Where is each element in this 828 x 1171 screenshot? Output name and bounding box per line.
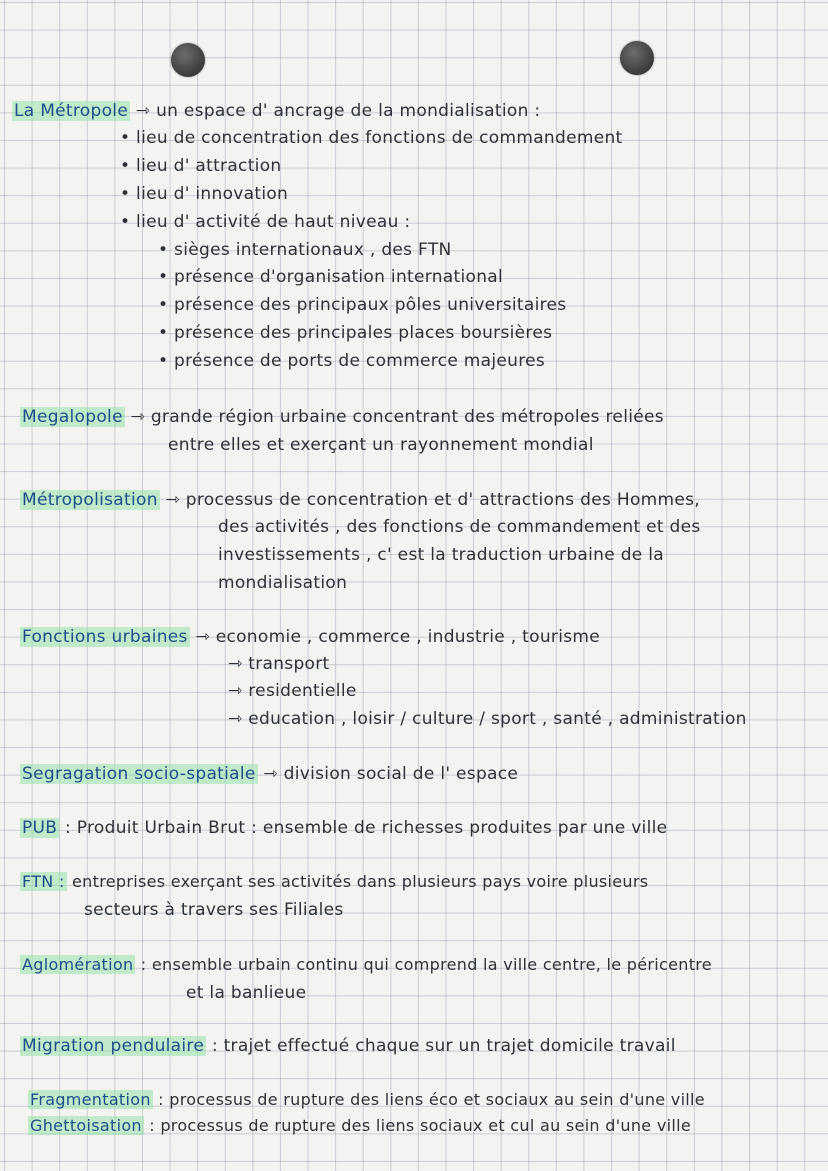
metropole-subitem: présence de ports de commerce majeures — [174, 351, 546, 371]
fragmentation-definition: processus de rupture des liens éco et sociaux au sein d'une ville — [169, 1090, 705, 1109]
metropole-item: lieu d' activité de haut niveau : — [136, 212, 411, 232]
arrow-icon: ⇾ — [228, 681, 243, 701]
metropole-item: lieu d' attraction — [136, 156, 282, 176]
punch-hole-left — [171, 43, 205, 77]
metropole-definition: un espace d' ancrage de la mondialisation : — [156, 101, 541, 121]
arrow-icon: ⇾ — [135, 101, 151, 121]
list-item — [120, 156, 281, 176]
arrow-icon: ⇾ — [165, 490, 181, 510]
metropole-subitem: présence d'organisation international — [174, 267, 504, 287]
aglomeration-term: Aglomération — [22, 955, 134, 974]
metropolisation-term: Métropolisation — [22, 490, 158, 510]
ftn-section — [20, 872, 648, 891]
pub-section — [20, 818, 667, 838]
pub-definition: Produit Urbain Brut : ensemble de richesses produites par une ville — [76, 818, 668, 838]
aglomeration-separator: : — [140, 955, 147, 974]
fonctions-term: Fonctions urbaines — [22, 627, 188, 647]
ftn-term: FTN : — [22, 872, 65, 891]
bullet-icon: • — [158, 240, 169, 260]
fonctions-line: transport — [248, 654, 330, 674]
list-subitem — [158, 240, 452, 260]
metropolisation-line: investissements , c' est la traduction urbaine de la — [218, 545, 664, 565]
metropole-subitem: présence des principales places boursières — [174, 323, 553, 343]
metropole-subitem: sièges internationaux , des FTN — [174, 240, 452, 260]
megalopole-line: grande région urbaine concentrant des métropoles reliées — [150, 407, 664, 427]
ghettoisation-separator: : — [149, 1116, 155, 1135]
migration-definition: trajet effectué chaque sur un trajet domicile travail — [223, 1036, 676, 1056]
bullet-icon: • — [158, 295, 169, 315]
metropolisation-line: mondialisation — [218, 573, 348, 593]
list-subitem — [158, 295, 566, 315]
ftn-line: entreprises exerçant ses activités dans plusieurs pays voire plusieurs — [72, 872, 649, 891]
segregation-definition: division social de l' espace — [283, 764, 519, 784]
list-subitem — [158, 351, 545, 371]
ghettoisation-section — [28, 1116, 691, 1135]
megalopole-line: entre elles et exerçant un rayonnement mondial — [168, 435, 594, 455]
segregation-term: Segragation socio-spatiale — [22, 764, 256, 784]
metropole-subitem: présence des principaux pôles universitaires — [174, 295, 567, 315]
arrow-icon: ⇾ — [263, 764, 278, 784]
metropolisation-section — [20, 490, 700, 510]
aglomeration-line: ensemble urbain continu qui comprend la ville centre, le péricentre — [151, 955, 712, 974]
punch-hole-right — [620, 41, 654, 75]
bullet-icon: • — [158, 323, 169, 343]
fonctions-line-row — [228, 654, 330, 674]
ghettoisation-term: Ghettoisation — [30, 1116, 142, 1135]
bullet-icon: • — [158, 267, 169, 287]
metropolisation-line: des activités , des fonctions de commandement et des — [218, 517, 701, 537]
fonctions-line: residentielle — [248, 681, 357, 701]
fragmentation-section — [28, 1090, 705, 1109]
migration-separator: : — [211, 1036, 218, 1056]
arrow-icon: ⇾ — [195, 627, 210, 647]
pub-separator: : — [64, 818, 72, 838]
fonctions-section — [20, 627, 600, 647]
list-subitem — [158, 267, 503, 287]
megalopole-section — [20, 407, 664, 427]
arrow-icon: ⇾ — [228, 709, 243, 729]
fonctions-line: economie , commerce , industrie , tourisme — [215, 627, 600, 647]
fragmentation-term: Fragmentation — [30, 1090, 151, 1109]
aglomeration-line: et la banlieue — [186, 983, 307, 1003]
fonctions-line-row — [228, 681, 357, 701]
fonctions-line-row — [228, 709, 747, 729]
pub-term: PUB — [22, 818, 58, 838]
list-item — [120, 212, 410, 232]
metropole-section — [12, 101, 540, 121]
metropole-item: lieu de concentration des fonctions de commandement — [136, 128, 623, 148]
arrow-icon: ⇾ — [228, 654, 243, 674]
ghettoisation-definition: processus de rupture des liens sociaux et cul au sein d'une ville — [160, 1116, 691, 1135]
aglomeration-section — [20, 955, 712, 974]
metropole-item: lieu d' innovation — [136, 184, 289, 204]
list-subitem — [158, 323, 552, 343]
arrow-icon: ⇾ — [130, 407, 146, 427]
segregation-section — [20, 764, 518, 784]
bullet-icon: • — [120, 184, 131, 204]
list-item — [120, 128, 623, 148]
bullet-icon: • — [120, 212, 131, 232]
migration-term: Migration pendulaire — [22, 1036, 205, 1056]
metropolisation-line: processus de concentration et d' attractions des Hommes, — [185, 490, 700, 510]
bullet-icon: • — [158, 351, 169, 371]
fragmentation-separator: : — [158, 1090, 164, 1109]
list-item — [120, 184, 288, 204]
fonctions-line: education , loisir / culture / sport , santé , administration — [248, 709, 747, 729]
bullet-icon: • — [120, 156, 131, 176]
megalopole-term: Megalopole — [22, 407, 123, 427]
metropole-term: La Métropole — [14, 101, 129, 121]
ftn-line: secteurs à travers ses Filiales — [84, 900, 344, 920]
migration-section — [20, 1036, 676, 1056]
bullet-icon: • — [120, 128, 131, 148]
